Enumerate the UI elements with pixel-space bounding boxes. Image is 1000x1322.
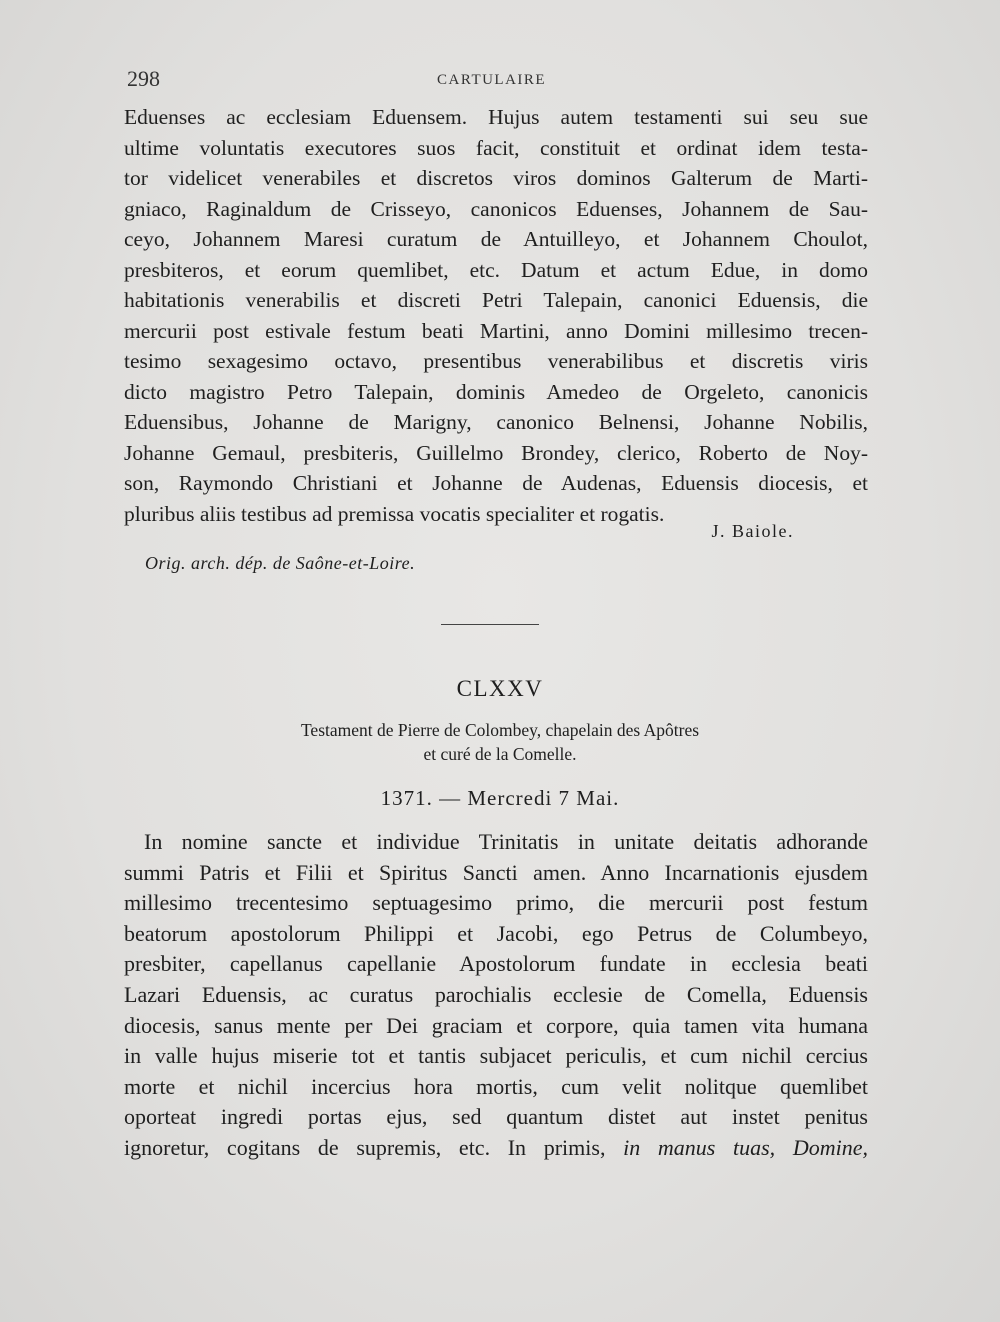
signature: J. Baiole. <box>711 521 794 541</box>
previous-charter-text <box>124 102 868 529</box>
text-roman: ignoretur, cogitans de supremis, etc. In primis, <box>124 1134 624 1160</box>
text-line: Eduenses ac ecclesiam Eduensem. Hujus autem testamenti sui seu sue <box>124 105 868 129</box>
running-head: CARTULAIRE <box>437 72 547 88</box>
source-note: Orig. arch. dép. de Saône-et-Loire. <box>145 553 416 573</box>
text-line: Eduensibus, Johanne de Marigny, canonico Belnensi, Johanne Nobilis, <box>124 410 868 434</box>
text-line: In nomine sancte et individue Trinitatis in unitate deitatis adhorande <box>144 829 868 854</box>
text-line: tor videlicet venerabiles et discretos viros dominos Galterum de Marti- <box>124 166 868 190</box>
charter-text <box>124 827 868 1164</box>
text-line: habitationis venerabilis et discreti Petri Talepain, canonici Eduensis, die <box>124 288 868 312</box>
text-line: son, Raymondo Christiani et Johanne de Audenas, Eduensis diocesis, et <box>124 471 868 495</box>
charter-number: CLXXV <box>456 676 544 701</box>
text-line: presbiter, capellanus capellanie Apostolorum fundate in ecclesia beati <box>124 951 868 977</box>
charter-title-line: Testament de Pierre de Colombey, chapelain des Apôtres <box>300 720 700 740</box>
text-line: in valle hujus miserie tot et tantis subjacet periculis, et cum nichil cercius <box>124 1043 868 1069</box>
text-line: oporteat ingredi portas ejus, sed quantum distet aut instet penitus <box>124 1104 868 1130</box>
page-number: 298 <box>127 66 160 91</box>
text-line: mercurii post estivale festum beati Martini, anno Domini millesimo trecen- <box>124 318 868 343</box>
text-line: millesimo trecentesimo septuagesimo primo, die mercurii post festum <box>124 890 868 916</box>
text-line: diocesis, sanus mente per Dei graciam et corpore, quia tamen vita humana <box>124 1012 868 1038</box>
text-line: Johanne Gemaul, presbiteris, Guillelmo Brondey, clerico, Roberto de Noy- <box>124 440 868 465</box>
text-line: morte et nichil incercius hora mortis, cum velit nolitque quemlibet <box>124 1073 868 1099</box>
section-divider <box>441 624 539 625</box>
text-line-final <box>124 1133 868 1164</box>
text-line: Lazari Eduensis, ac curatus parochialis ecclesie de Comella, Eduensis <box>124 981 868 1007</box>
text-line: tesimo sexagesimo octavo, presentibus venerabilibus et discretis viris <box>124 349 868 373</box>
text-italic: in manus tuas, Domine, <box>623 1134 868 1160</box>
text-line: summi Patris et Filii et Spiritus Sancti amen. Anno Incarnationis ejusdem <box>124 859 868 885</box>
text-line: beatorum apostolorum Philippi et Jacobi, ego Petrus de Columbeyo, <box>124 920 868 946</box>
text-line: pluribus aliis testibus ad premissa vocatis specialiter et rogatis. <box>124 501 665 526</box>
charter-title-line: et curé de la Comelle. <box>423 744 577 764</box>
charter-date: 1371. — Mercredi 7 Mai. <box>380 786 620 810</box>
text-line: dicto magistro Petro Talepain, dominis Amedeo de Orgeleto, canonicis <box>124 379 868 404</box>
text-line: ultime voluntatis executores suos facit, constituit et ordinat idem testa- <box>124 135 868 160</box>
text-line: presbiteros, et eorum quemlibet, etc. Datum et actum Edue, in domo <box>124 257 868 282</box>
text-line: ceyo, Johannem Maresi curatum de Antuilleyo, et Johannem Choulot, <box>124 227 868 251</box>
charter-title <box>0 718 1000 766</box>
page-header <box>127 66 867 96</box>
text-line: gniaco, Raginaldum de Crisseyo, canonicos Eduenses, Johannem de Sau- <box>124 196 868 221</box>
